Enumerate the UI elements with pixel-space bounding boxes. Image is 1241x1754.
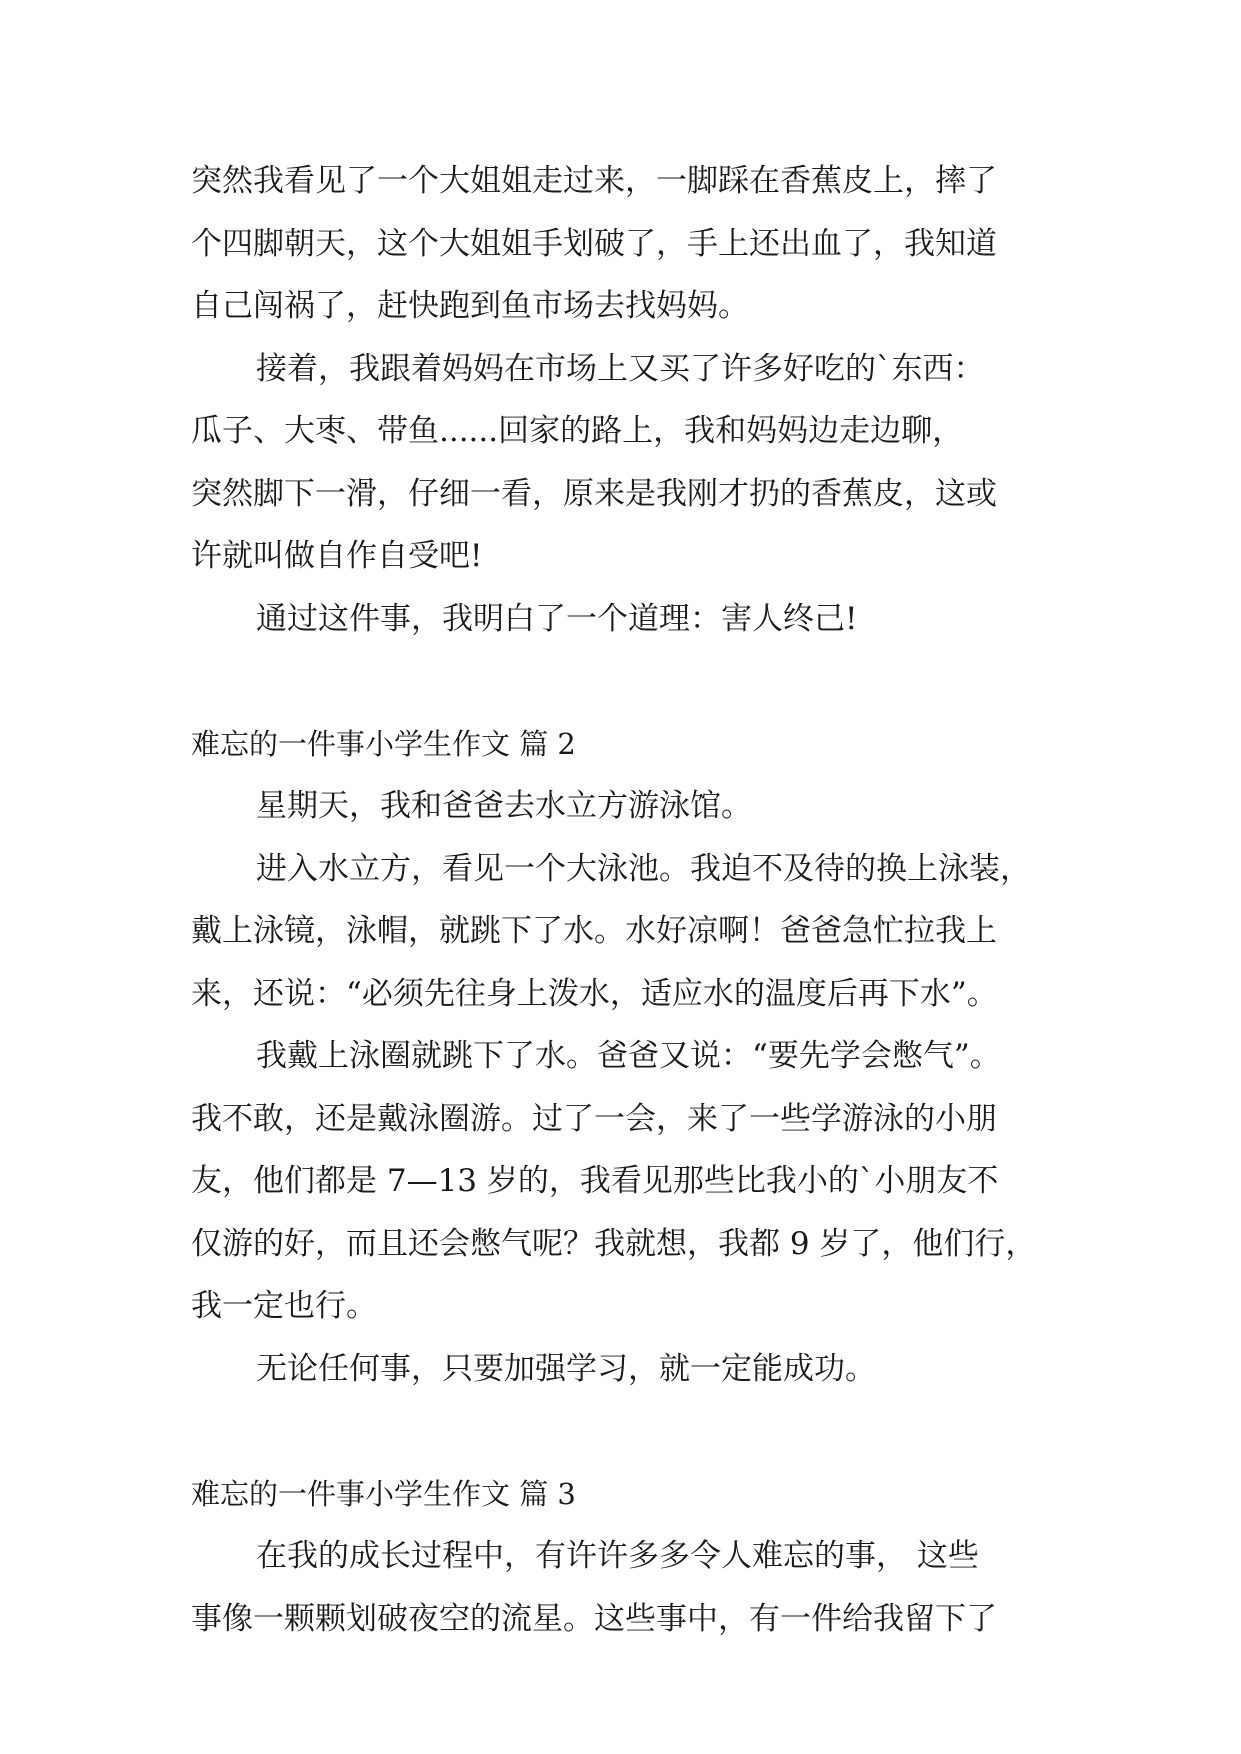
text-line: 进入水立方，看见一个大泳池。我迫不及待的换上泳装， (256, 850, 1031, 887)
text-line: 我戴上泳圈就跳下了水。爸爸又说：“要先学会憋气”。 (256, 1038, 1001, 1074)
paragraph (191, 150, 1051, 338)
text-line: 星期天，我和爸爸去水立方游泳馆。 (256, 788, 752, 824)
paragraph (191, 838, 1051, 1026)
section-gap (191, 650, 1051, 713)
text-line: 无论任何事，只要加强学习，就一定能成功。 (256, 1350, 876, 1387)
text-line: 个四脚朝天，这个大姐姐手划破了，手上还出血了，我知道 (191, 225, 997, 262)
text-line: 来，还说：“必须先往身上泼水，适应水的温度后再下水”。 (191, 975, 998, 1012)
document-body (191, 150, 1051, 1650)
text-line: 友，他们都是 7—13 岁的，我看见那些比我小的`小朋友不 (191, 1163, 999, 1199)
text-line: 我一定也行。 (191, 1288, 377, 1324)
text-line: 仅游的好，而且还会憋气呢？我就想，我都 9 岁了，他们行， (191, 1225, 1037, 1262)
section-heading: 难忘的一件事小学生作文 篇 2 (191, 726, 576, 761)
paragraph (191, 588, 1051, 651)
text-line: 在我的成长过程中，有许许多多令人难忘的事， 这些 (256, 1538, 979, 1574)
text-line: 许就叫做自作自受吧! (191, 538, 483, 574)
section-heading: 难忘的一件事小学生作文 篇 3 (191, 1476, 576, 1511)
paragraph (191, 775, 1051, 838)
text-line: 我不敢，还是戴泳圈游。过了一会，来了一些学游泳的小朋 (191, 1100, 997, 1137)
section-gap (191, 1400, 1051, 1463)
paragraph (191, 1025, 1051, 1338)
text-line: 接着，我跟着妈妈在市场上又买了许多好吃的`东西： (256, 350, 985, 387)
paragraph (191, 338, 1051, 588)
text-line: 突然我看见了一个大姐姐走过来，一脚踩在香蕉皮上，摔了 (191, 163, 997, 199)
text-line: 事像一颗颗划破夜空的流星。这些事中，有一件给我留下了 (191, 1600, 997, 1637)
text-line: 自己闯祸了，赶快跑到鱼市场去找妈妈。 (191, 288, 749, 324)
text-line: 突然脚下一滑，仔细一看，原来是我刚才扔的香蕉皮，这或 (191, 475, 997, 512)
paragraph (191, 1338, 1051, 1401)
paragraph (191, 1525, 1051, 1650)
text-line: 瓜子、大枣、带鱼......回家的路上，我和妈妈边走边聊， (191, 413, 964, 449)
text-line: 通过这件事，我明白了一个道理：害人终己! (256, 600, 858, 637)
text-line: 戴上泳镜，泳帽，就跳下了水。水好凉啊！爸爸急忙拉我上 (191, 913, 997, 949)
